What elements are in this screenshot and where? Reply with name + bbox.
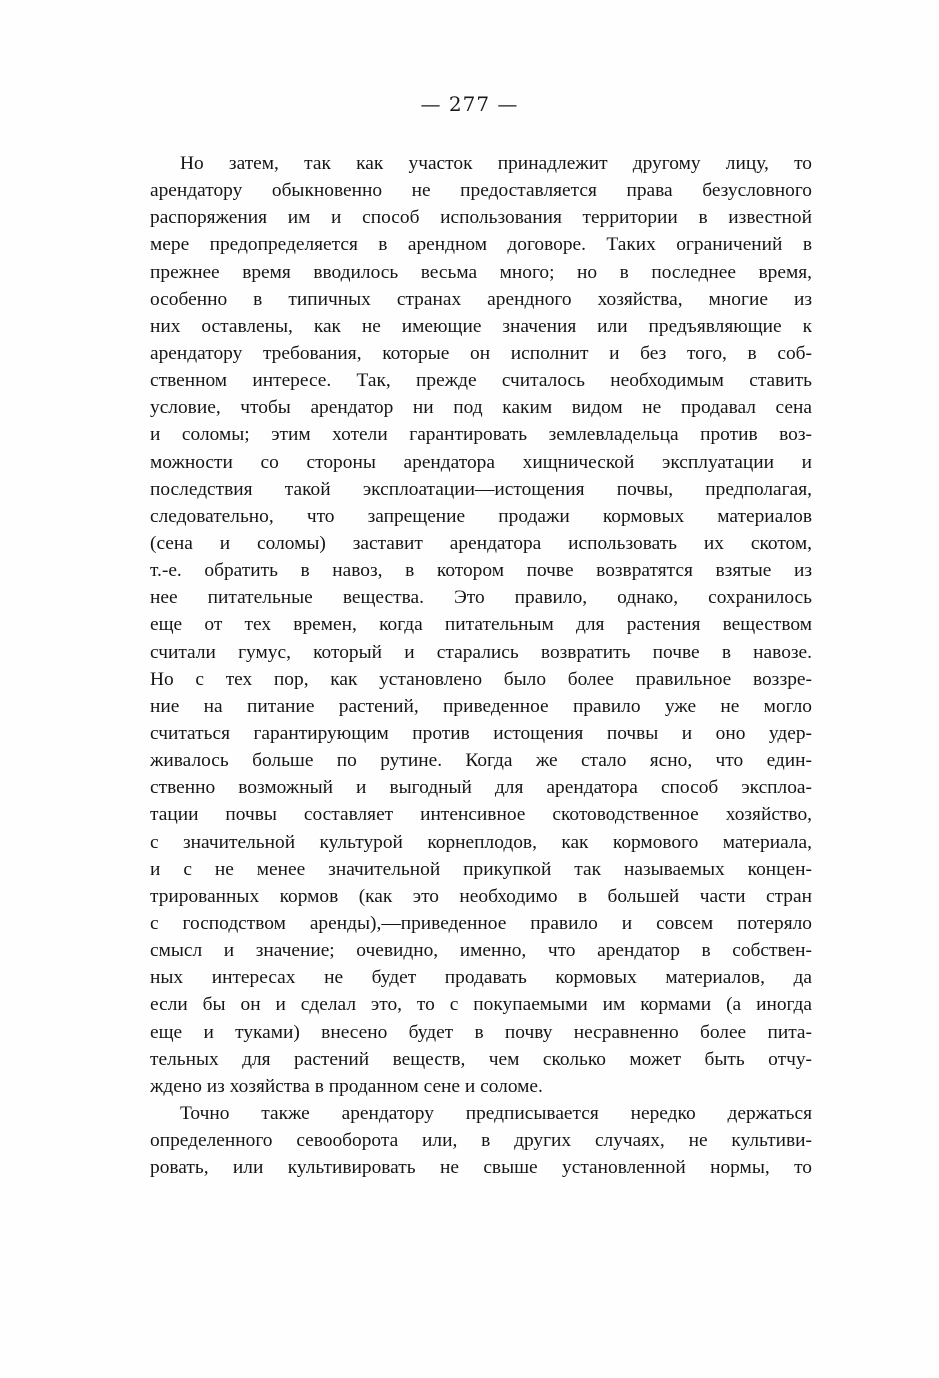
text-line: еще от тех времен, когда питательным для растения веществом xyxy=(150,614,812,636)
text-line: можности со стороны арендатора хищнической эксплуатации и xyxy=(150,451,812,473)
text-line: ственно возможный и выгодный для арендатора способ эксплоа- xyxy=(150,777,812,799)
text-line: ровать, или культивировать не свыше установленной нормы, то xyxy=(150,1157,812,1179)
text-line: ние на питание растений, приведенное правило уже не могло xyxy=(150,695,812,717)
text-line: следовательно, что запрещение продажи кормовых материалов xyxy=(150,505,812,527)
text-line: (сена и соломы) заставит арендатора использовать их скотом, xyxy=(150,532,812,554)
text-line: Но с тех пор, как установлено было более правильное воззре- xyxy=(150,668,812,690)
text-line: считаться гарантирующим против истощения почвы и оно удер- xyxy=(150,722,812,744)
text-line: них оставлены, как не имеющие значения или предъявляющие к xyxy=(150,315,812,337)
paragraph-2 xyxy=(150,1100,812,1181)
text-line: и с не менее значительной прикупкой так называемых концен- xyxy=(150,858,812,880)
text-line: еще и туками) внесено будет в почву несравненно более пита- xyxy=(150,1021,812,1043)
text-line: Точно также арендатору предписывается нередко держаться xyxy=(180,1102,812,1124)
body-text xyxy=(150,150,812,1181)
text-line: условие, чтобы арендатор ни под каким видом не продавал сена xyxy=(150,397,812,419)
text-line: и соломы; этим хотели гарантировать землевладельца против воз- xyxy=(150,424,812,446)
text-line: смысл и значение; очевидно, именно, что арендатор в собствен- xyxy=(150,940,812,962)
page-number: — 277 — xyxy=(420,92,519,116)
text-line: Но затем, так как участок принадлежит другому лицу, то xyxy=(180,153,812,174)
text-line: арендатору обыкновенно не предоставляется права безусловного xyxy=(150,180,812,202)
text-line: мере предопределяется в арендном договоре. Таких ограничений в xyxy=(150,234,812,256)
text-line: нее питательные вещества. Это правило, однако, сохранилось xyxy=(150,587,812,609)
text-line: с господством аренды),—приведенное правило и совсем потеряло xyxy=(150,912,812,934)
text-line: распоряжения им и способ использования территории в известной xyxy=(150,207,812,229)
text-line: если бы он и сделал это, то с покупаемыми им кормами (а иногда xyxy=(150,994,812,1016)
text-line: с значительной культурой корнеплодов, как кормового материала, xyxy=(150,831,812,853)
text-line: трированных кормов (как это необходимо в большей части стран xyxy=(150,885,812,907)
text-line: тации почвы составляет интенсивное скотоводственное хозяйство, xyxy=(150,804,812,826)
text-line: определенного севооборота или, в других случаях, не культиви- xyxy=(150,1130,812,1152)
text-line: особенно в типичных странах арендного хозяйства, многие из xyxy=(150,288,812,310)
text-line: ждено из хозяйства в проданном сене и соломе. xyxy=(150,1075,543,1097)
text-line: живалось больше по рутине. Когда же стало ясно, что един- xyxy=(150,750,812,772)
text-line: ных интересах не будет продавать кормовых материалов, да xyxy=(150,967,812,989)
paragraph-1 xyxy=(150,150,812,1100)
text-line: ственном интересе. Так, прежде считалось необходимым ставить xyxy=(150,370,812,392)
text-line: арендатору требования, которые он исполнит и без того, в соб- xyxy=(150,342,812,364)
text-line: тельных для растений веществ, чем сколько может быть отчу- xyxy=(150,1048,812,1070)
text-line: т.-е. обратить в навоз, в котором почве возвратятся взятые из xyxy=(150,560,812,582)
text-line: прежнее время вводилось весьма много; но в последнее время, xyxy=(150,261,812,283)
text-line: последствия такой эксплоатации—истощения почвы, предполагая, xyxy=(150,478,812,500)
text-line: считали гумус, который и старались возвратить почве в навозе. xyxy=(150,641,812,663)
